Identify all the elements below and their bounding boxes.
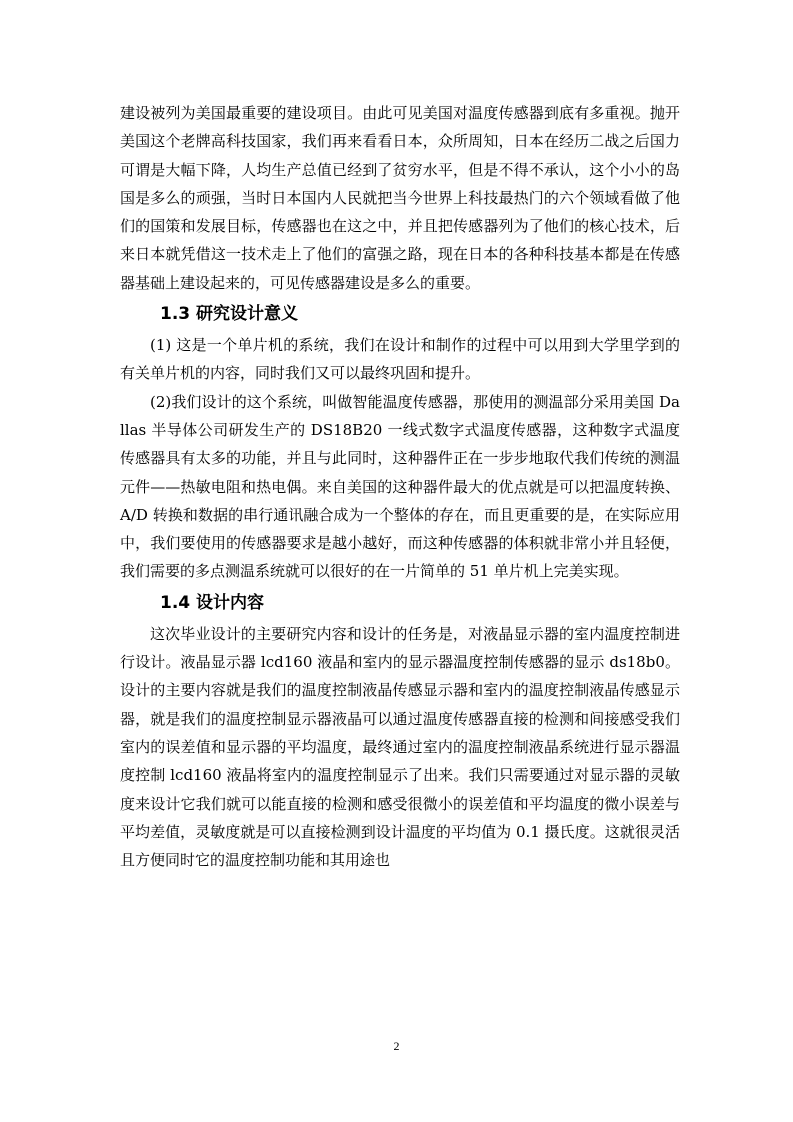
section-heading-1-4: 1.4 设计内容 (160, 592, 265, 613)
body-paragraph: 这次毕业设计的主要研究内容和设计的任务是，对液晶显示器的室内温度控制进行设计。液晶显示器 lcd160 液晶和室内的显示器温度控制传感器的显示 ds18b0。设计的主要内容就是我们的温度控制液晶传感显示器和室内的温度控制液晶传感显示器，就是我们的温度控制显示器液晶可以通过温度传感器直接的检测和间接感受我们室内的误差值和显示器的平均温度，最终通过室内的温度控制液晶系统进行显示器温度控制 lcd160 液晶将室内的温度控制显示了出来。我们只需要通过对显示器的灵敏度来设计它我们就可以能直接的检测和感受很微小的误差值和平均温度的微小误差与平均差值，灵敏度就是可以直接检测到设计温度的平均值为 0.1 摄氏度。这就很灵活且方便同时它的温度控制功能和其用途也 (120, 624, 680, 870)
page-body (120, 99, 680, 874)
page-number: 2 (393, 1039, 400, 1053)
body-paragraph-continued: 建设被列为美国最重要的建设项目。由此可见美国对温度传感器到底有多重视。抛开美国这个老牌高科技国家，我们再来看看日本，众所周知，日本在经历二战之后国力可谓是大幅下降，人均生产总值已经到了贫穷水平，但是不得不承认，这个小小的岛国是多么的顽强，当时日本国内人民就把当今世界上科技最热门的六个领域看做了他们的国策和发展目标，传感器也在这之中，并且把传感器列为了他们的核心技术，后来日本就凭借这一技术走上了他们的富强之路，现在日本的各种科技基本都是在传感器基础上建设起来的，可见传感器建设是多么的重要。 (120, 104, 680, 292)
section-heading-1-3: 1.3 研究设计意义 (160, 304, 299, 325)
body-paragraph: (2)我们设计的这个系统，叫做智能温度传感器，那使用的测温部分采用美国 Dallas 半导体公司研发生产的 DS18B20 一线式数字式温度传感器，这种数字式温度传感器具有太多的功能，并且与此同时，这种器件正在一步步地取代我们传统的测温元件——热敏电阻和热电偶。来自美国的这种器件最大的优点就是可以把温度转换、A/D 转换和数据的串行通讯融合成为一个整体的存在，而且更重要的是，在实际应用中，我们要使用的传感器要求是越小越好，而这种传感器的体积就非常小并且轻便，我们需要的多点测温系统就可以很好的在一片简单的 51 单片机上完美实现。 (120, 392, 680, 581)
body-paragraph: (1) 这是一个单片机的系统，我们在设计和制作的过程中可以用到大学里学到的有关单片机的内容，同时我们又可以最终巩固和提升。 (120, 336, 680, 383)
